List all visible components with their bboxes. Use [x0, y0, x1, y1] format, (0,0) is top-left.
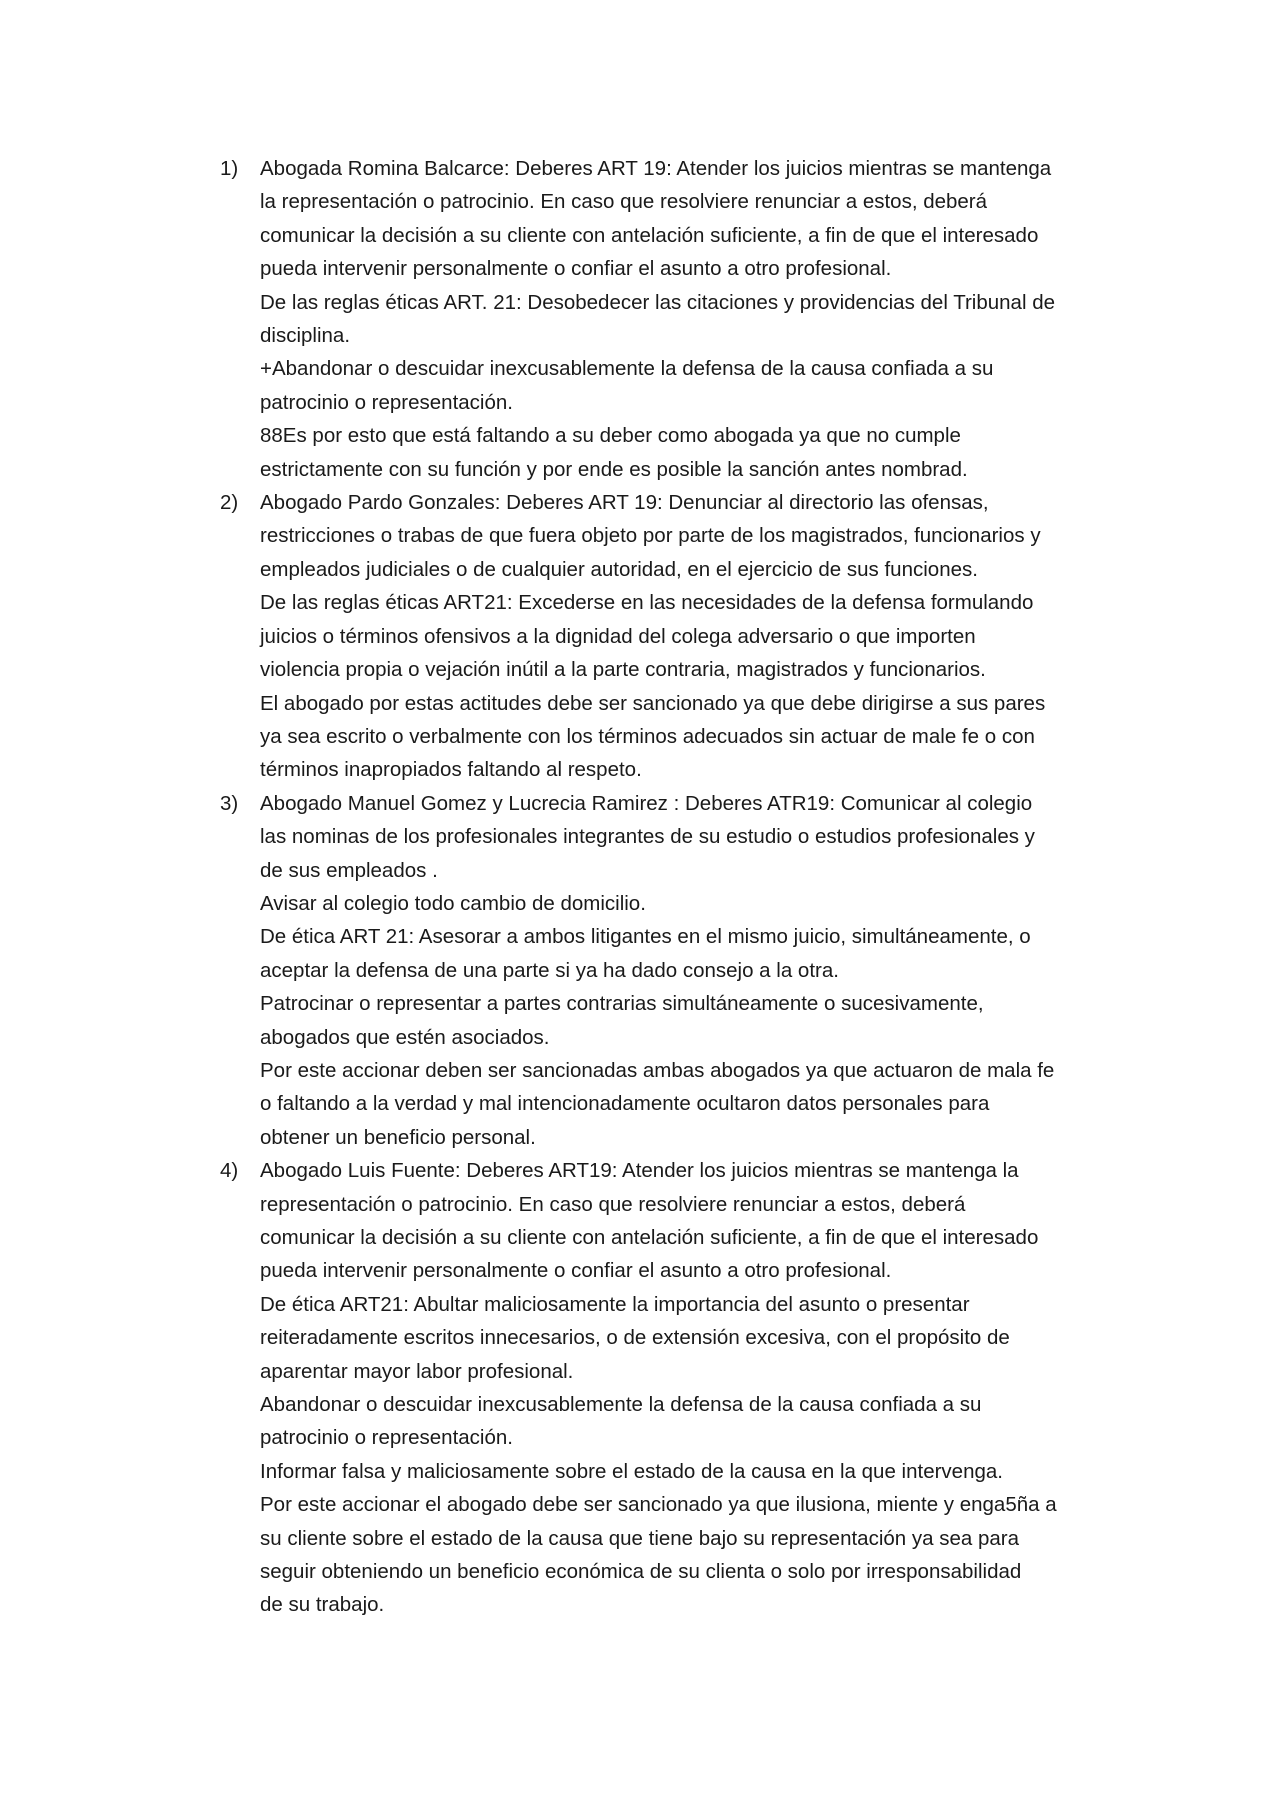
text-line: De ética ART 21: Asesorar a ambos litigantes en el mismo juicio, simultáneamente, o: [260, 925, 1031, 949]
text-line: De las reglas éticas ART. 21: Desobedecer las citaciones y providencias del Tribunal de: [260, 290, 1055, 314]
list-item-4: [220, 1154, 1100, 1622]
text-line: Avisar al colegio todo cambio de domicilio.: [260, 891, 646, 915]
text-line: empleados judiciales o de cualquier autoridad, en el ejercicio de sus funciones.: [260, 557, 978, 581]
list-item-1: [220, 152, 1100, 486]
text-line: Informar falsa y maliciosamente sobre el estado de la causa en la que intervenga.: [260, 1459, 1003, 1483]
text-line: las nominas de los profesionales integrantes de su estudio o estudios profesionales y: [260, 825, 1035, 849]
text-line: reiteradamente escritos innecesarios, o de extensión excesiva, con el propósito de: [260, 1326, 1010, 1350]
text-line: obtener un beneficio personal.: [260, 1125, 536, 1149]
text-line: de sus empleados .: [260, 858, 438, 882]
text-line: El abogado por estas actitudes debe ser sancionado ya que debe dirigirse a sus pares: [260, 691, 1046, 715]
list-item-3: [220, 787, 1100, 1154]
text-line: de su trabajo.: [260, 1593, 385, 1617]
text-line: patrocinio o representación.: [260, 390, 513, 414]
text-line: juicios o términos ofensivos a la dignidad del colega adversario o que importen: [260, 624, 976, 648]
text-line: restricciones o trabas de que fuera objeto por parte de los magistrados, funcionarios y: [260, 524, 1041, 548]
text-line: De ética ART21: Abultar maliciosamente la importancia del asunto o presentar: [260, 1292, 970, 1316]
text-line: patrocinio o representación.: [260, 1426, 513, 1450]
text-line: Abogada Romina Balcarce: Deberes ART 19: Atender los juicios mientras se mantenga: [260, 157, 1052, 180]
text-line: su cliente sobre el estado de la causa que tiene bajo su representación ya sea para: [260, 1526, 1020, 1550]
text-line: Abogado Pardo Gonzales: Deberes ART 19: Denunciar al directorio las ofensas,: [260, 491, 989, 515]
text-line: Por este accionar deben ser sancionadas ambas abogados ya que actuaron de mala fe: [260, 1058, 1055, 1082]
text-line: De las reglas éticas ART21: Excederse en las necesidades de la defensa formulando: [260, 591, 1034, 615]
text-line: seguir obteniendo un beneficio económica de su clienta o solo por irresponsabilidad: [260, 1560, 1022, 1584]
list-number: 3): [220, 791, 239, 815]
text-line: violencia propia o vejación inútil a la parte contraria, magistrados y funcionarios.: [260, 658, 986, 682]
document-body: [220, 152, 1100, 1622]
text-line: representación o patrocinio. En caso que resolviere renunciar a estos, deberá: [260, 1192, 966, 1216]
text-line: Abogado Manuel Gomez y Lucrecia Ramirez : Deberes ATR19: Comunicar al colegio: [260, 791, 1033, 815]
text-line: la representación o patrocinio. En caso que resolviere renunciar a estos, deberá: [260, 190, 988, 214]
text-line: Por este accionar el abogado debe ser sancionado ya que ilusiona, miente y enga5ña a: [260, 1493, 1057, 1517]
text-line: 88Es por esto que está faltando a su deber como abogada ya que no cumple: [260, 424, 961, 448]
text-line: estrictamente con su función y por ende es posible la sanción antes nombrad.: [260, 457, 968, 481]
text-line: disciplina.: [260, 324, 351, 348]
text-line: comunicar la decisión a su cliente con antelación suficiente, a fin de que el interesado: [260, 1226, 1039, 1249]
text-line: pueda intervenir personalmente o confiar el asunto a otro profesional.: [260, 1259, 892, 1283]
text-line: ya sea escrito o verbalmente con los términos adecuados sin actuar de male fe o con: [260, 724, 1035, 748]
text-line: abogados que estén asociados.: [260, 1025, 550, 1049]
text-line: +Abandonar o descuidar inexcusablemente la defensa de la causa confiada a su: [260, 357, 994, 381]
text-line: pueda intervenir personalmente o confiar el asunto a otro profesional.: [260, 257, 892, 281]
text-line: aparentar mayor labor profesional.: [260, 1359, 574, 1383]
text-line: comunicar la decisión a su cliente con antelación suficiente, a fin de que el interesado: [260, 223, 1039, 247]
list-number: 2): [220, 491, 239, 515]
list-number: 1): [220, 157, 239, 180]
text-line: Abogado Luis Fuente: Deberes ART19: Atender los juicios mientras se mantenga la: [260, 1159, 1019, 1183]
list-number: 4): [220, 1159, 239, 1183]
text-line: términos inapropiados faltando al respeto.: [260, 758, 642, 782]
text-line: Abandonar o descuidar inexcusablemente la defensa de la causa confiada a su: [260, 1393, 982, 1417]
text-line: aceptar la defensa de una parte si ya ha dado consejo a la otra.: [260, 958, 839, 982]
text-line: Patrocinar o representar a partes contrarias simultáneamente o sucesivamente,: [260, 992, 984, 1016]
text-line: o faltando a la verdad y mal intencionadamente ocultaron datos personales para: [260, 1092, 990, 1116]
list-item-2: [220, 486, 1100, 787]
